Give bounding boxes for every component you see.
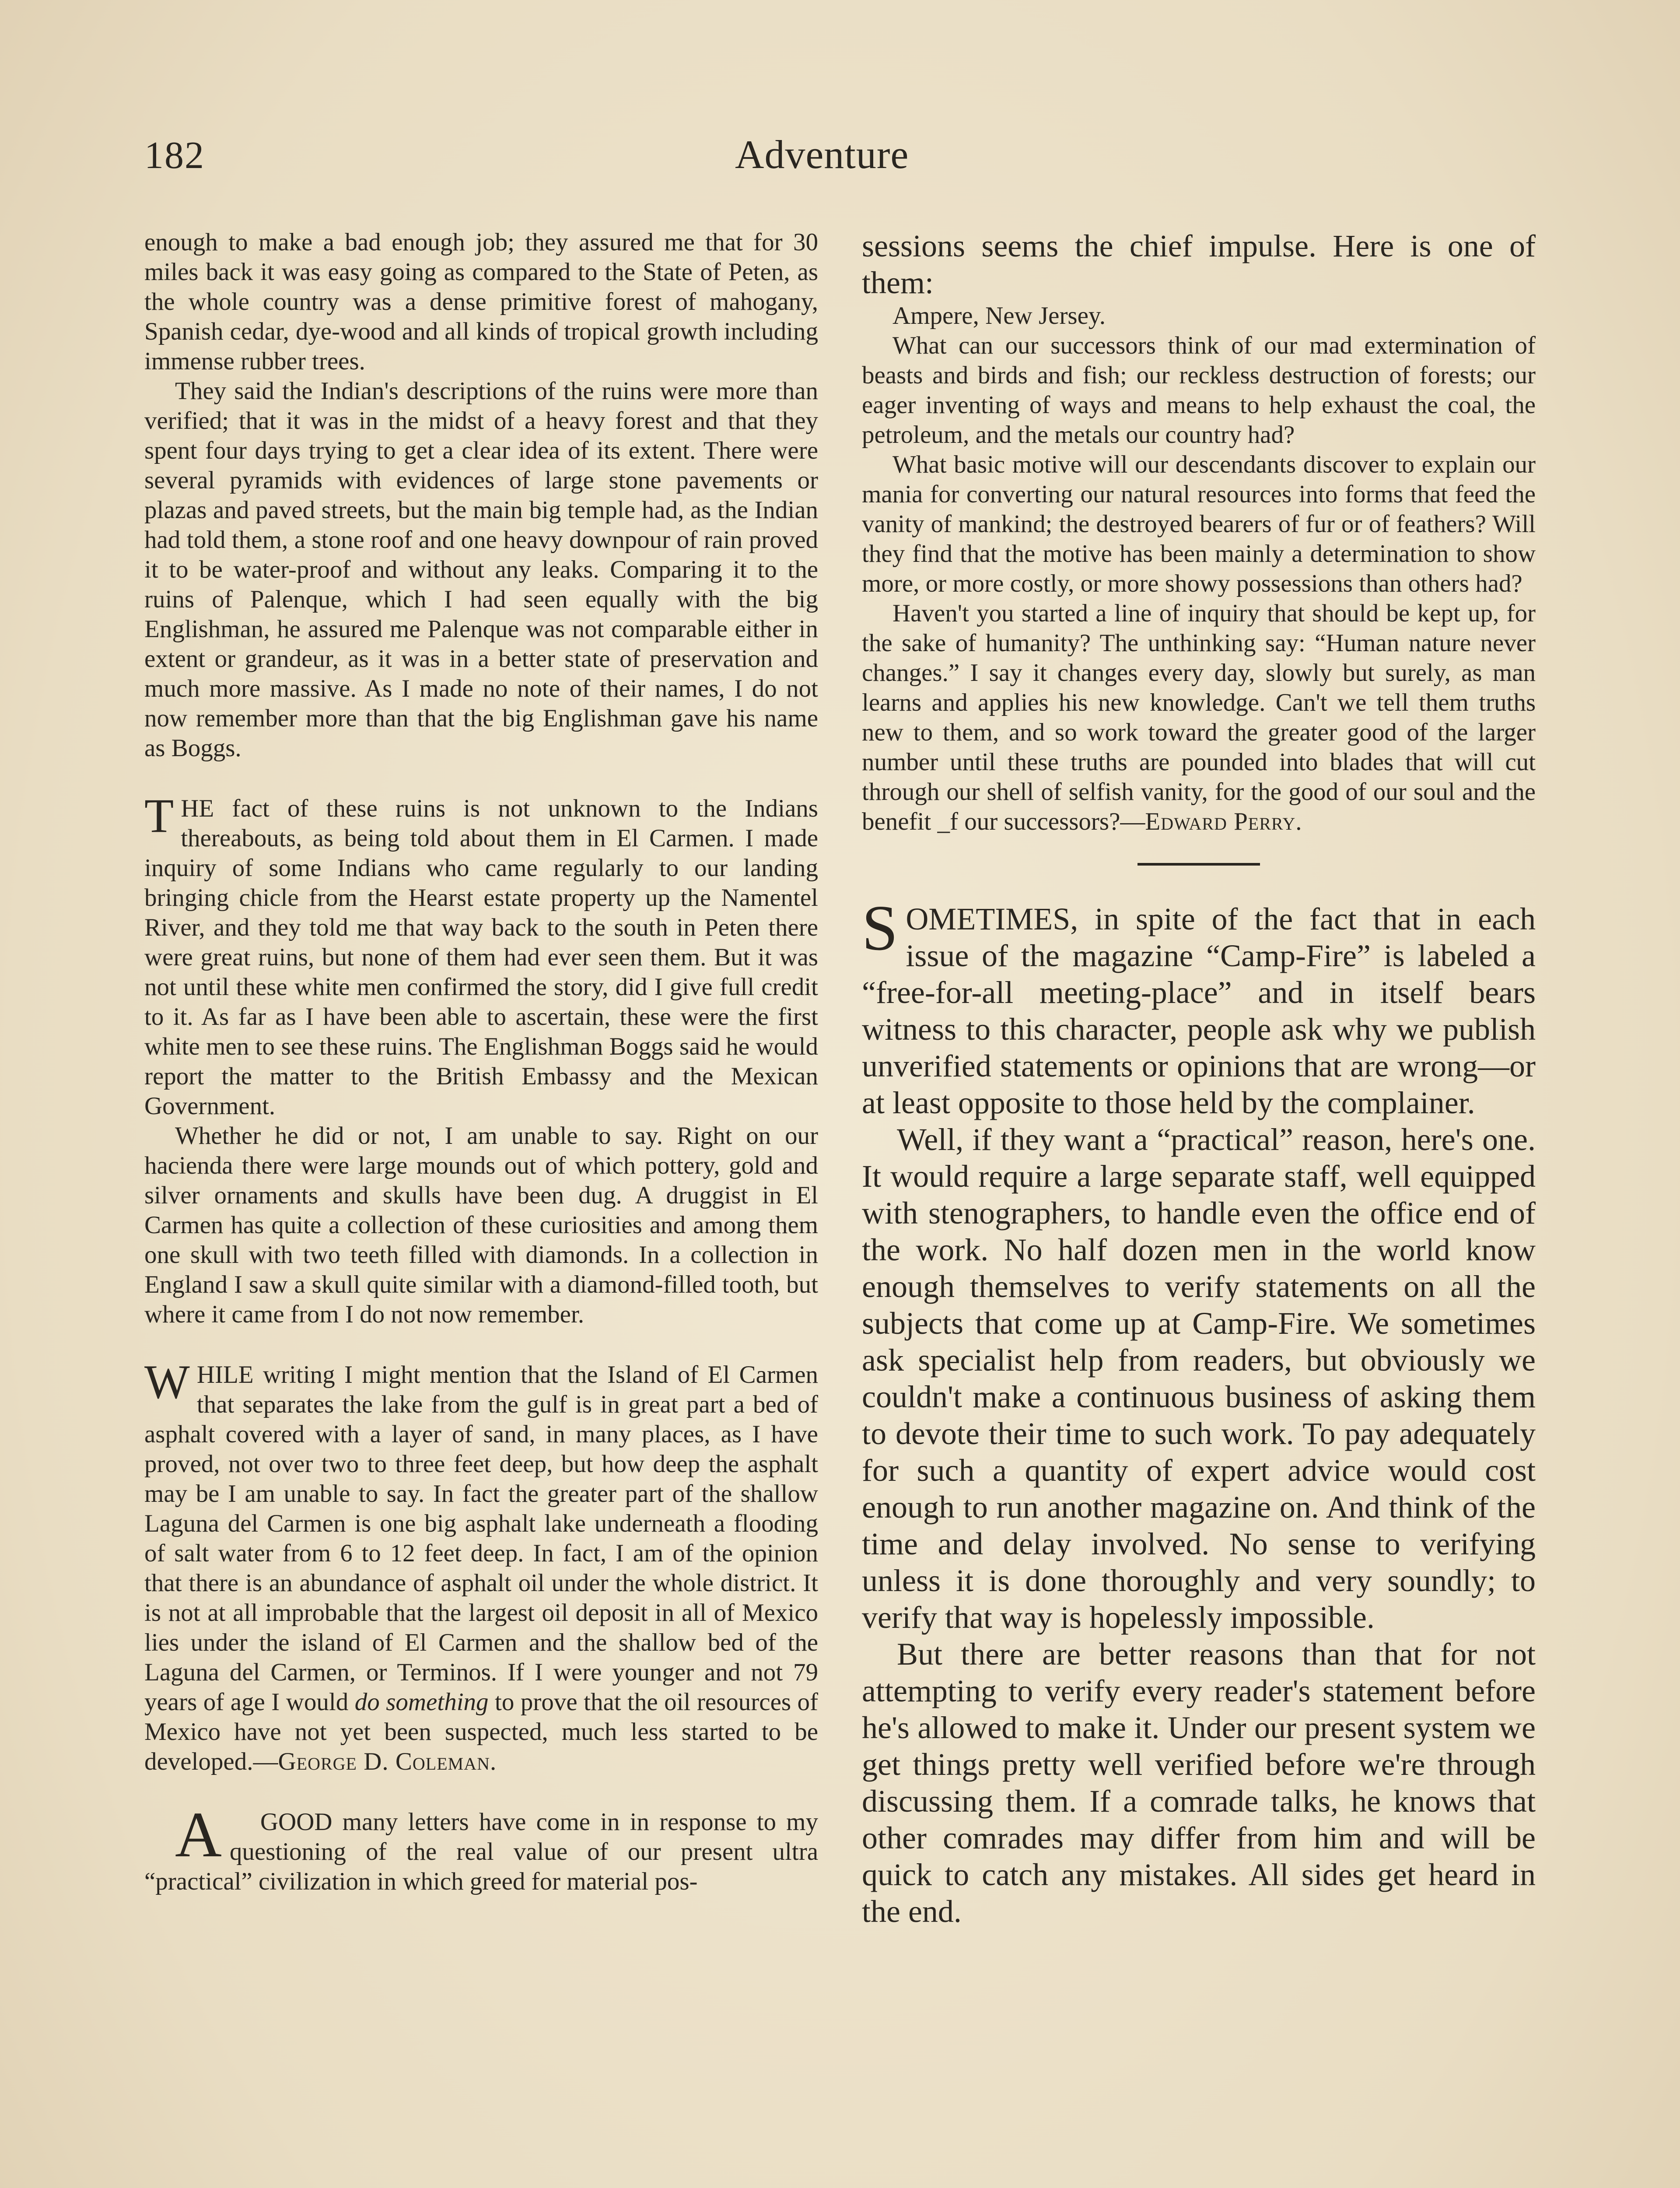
paragraph-section-start <box>144 1799 818 1897</box>
paragraph: Whether he did or not, I am unable to say. Right on our hacienda there were large mounds out of which pottery, gold and silver ornaments and skulls have been dug. A druggist in El Carmen has quite a collection of these curiosities and among them one skull with two teeth filled with diamonds. In a collection in England I saw a skull quite similar with a diamond-filled tooth, but where it came from I do not now remember. <box>144 1122 818 1328</box>
lead-in-caps: GOOD <box>260 1808 332 1836</box>
paragraph: They said the Indian's descriptions of the ruins were more than verified; that it was in the midst of a heavy forest and that they spent four days trying to get a clear idea of its extent. There were several pyramids with evidences of large stone pavements or plazas and paved streets, but the main big temple had, as the Indian had told them, a stone roof and one heavy downpour of rain proved it to be water-proof and without any leaks. Comparing it to the ruins of Palenque, which I had seen equally with the big Englishman, he assured me Palenque was not comparable either in extent or grandeur, as it was in a better state of preservation and much more massive. As I made no note of their names, I do not now remember more than that the big Englishman gave his name as Boggs. <box>144 377 818 762</box>
drop-cap: T <box>144 789 174 842</box>
paragraph-text: to prove that the oil resources of Mexico have not yet been suspected, much less started to be developed.— <box>144 1688 819 1775</box>
paragraph: But there are better reasons than that for not attempting to verify every reader's statement before he's allowed to make it. Under our present system we get things pretty well verified before we're through discussing them. If a comrade talks, he knows that other comrades may differ from him and will be quick to catch any mistakes. All sides get heard in the end. <box>862 1637 1536 1929</box>
lead-in-caps: HE <box>181 795 214 822</box>
paragraph-text: Haven't you started a line of inquiry that should be kept up, for the sake of humanity? The unthinking say: “Human nature never changes.” I say it changes every day, slowly but surely, as man learns and applies his new knowledge. Can't we tell them truths new to them, and so work toward the greater good of the larger number until these truths are pounded into blades that will cut through our shell of selfish vanity, for the good of our soul and the benefit _f our successors?— <box>862 600 1536 835</box>
paragraph-section-start <box>144 789 818 1121</box>
left-column <box>144 228 818 1897</box>
signature: George D. Coleman. <box>278 1748 497 1775</box>
quoted-paragraph: What can our successors think of our mad extermination of beasts and birds and fish; our reckless destruction of forests; our eager inventing of ways and means to help exhaust the coal, the petroleum, and the metals our country had? <box>862 332 1536 449</box>
lead-in-caps: OMETIMES, <box>906 901 1078 936</box>
right-column <box>862 228 1536 1930</box>
paragraph-text: many letters have come in in response to my questioning of the real value of our present ultra “practical” civilization in which greed for material pos- <box>144 1808 818 1895</box>
letter-dateline: Ampere, New Jersey. <box>892 302 1106 330</box>
drop-cap: A <box>175 1799 222 1871</box>
paragraph-section-start <box>144 1355 819 1777</box>
paragraph-text: fact of these ruins is not unknown to the Indians thereabouts, as being told about them in El Carmen. I made inquiry of some Indians who came regularly to our landing bringing chicle from the Hearst estate property up the Namentel River, and they told me that way back to the south in Peten there were great ruins, but none of them had ever seen them. But it was not until these white men confirmed the story, did I give full credit to it. As far as I have been able to ascertain, these were the first white men to see these ruins. The Englishman Boggs said he would report the matter to the British Embassy and the Mexican Government. <box>144 795 818 1120</box>
paragraph: Well, if they want a “practical” reason, here's one. It would require a large separate staff, well equipped with stenographers, to handle even the office end of the work. No half dozen men in the world know enough themselves to verify statements on all the subjects that come up at Camp-Fire. We sometimes ask specialist help from readers, but obviously we couldn't make a continuous business of asking them to devote their time to such work. To pay adequately for such a quantity of expert advice would cost enough to run another magazine on. And think of the time and delay involved. No sense to verifying unless it is done thoroughly and very soundly; to verify that way is hopelessly impossible. <box>862 1122 1536 1635</box>
drop-cap: S <box>862 892 898 964</box>
page-number: 182 <box>144 134 205 177</box>
italic-text: do something <box>354 1688 489 1716</box>
paragraph: enough to make a bad enough job; they assured me that for 30 miles back it was easy going as compared to the State of Peten, as the whole country was a dense primitive forest of mahogany, Spanish cedar, dye-wood and all kinds of tropical growth including immense rubber trees. <box>144 228 818 375</box>
paragraph: sessions seems the chief impulse. Here is one of them: <box>862 228 1536 300</box>
quoted-paragraph: What basic motive will our descendants discover to explain our mania for converting our natural resources into forms that feed the vanity of mankind; the destroyed bearers of fur or of feathers? Will they find that the motive has been mainly a determination to show more, or more costly, or more showy possessions than others had? <box>862 451 1536 597</box>
section-divider <box>1138 863 1260 866</box>
lead-in-caps: HILE <box>196 1361 254 1389</box>
paragraph-section-start <box>862 892 1536 1121</box>
paragraph-text: writing I might mention that the Island of El Carmen that separates the lake from the gulf is in great part a bed of asphalt covered with a layer of sand, in many places, as I have proved, not over two to three feet deep, but how deep the asphalt may be I am unable to say. In fact the greater part of the shallow Laguna del Carmen is one big asphalt lake underneath a flooding of salt water from 6 to 12 feet deep. In fact, I am of the opinion that there is an abundance of asphalt oil under the whole district. It is not at all improbable that the largest oil deposit in all of Mexico lies under the island of El Carmen and the shallow bed of the Laguna del Carmen, or Terminos. If I were younger and not 79 years of age I would <box>144 1361 818 1716</box>
running-title: Adventure <box>735 132 909 177</box>
drop-cap: W <box>144 1355 190 1409</box>
signature: Edward Perry. <box>1145 808 1302 835</box>
paragraph-text: in spite of the fact that in each issue of the magazine “Camp-Fire” is labeled a “free-for-all meeting-place” and in itself bears witness to this character, people ask why we publish unverified statements or opinions that are wrong—or at least opposite to those held by the complainer. <box>862 901 1536 1120</box>
quoted-paragraph <box>862 599 1536 837</box>
